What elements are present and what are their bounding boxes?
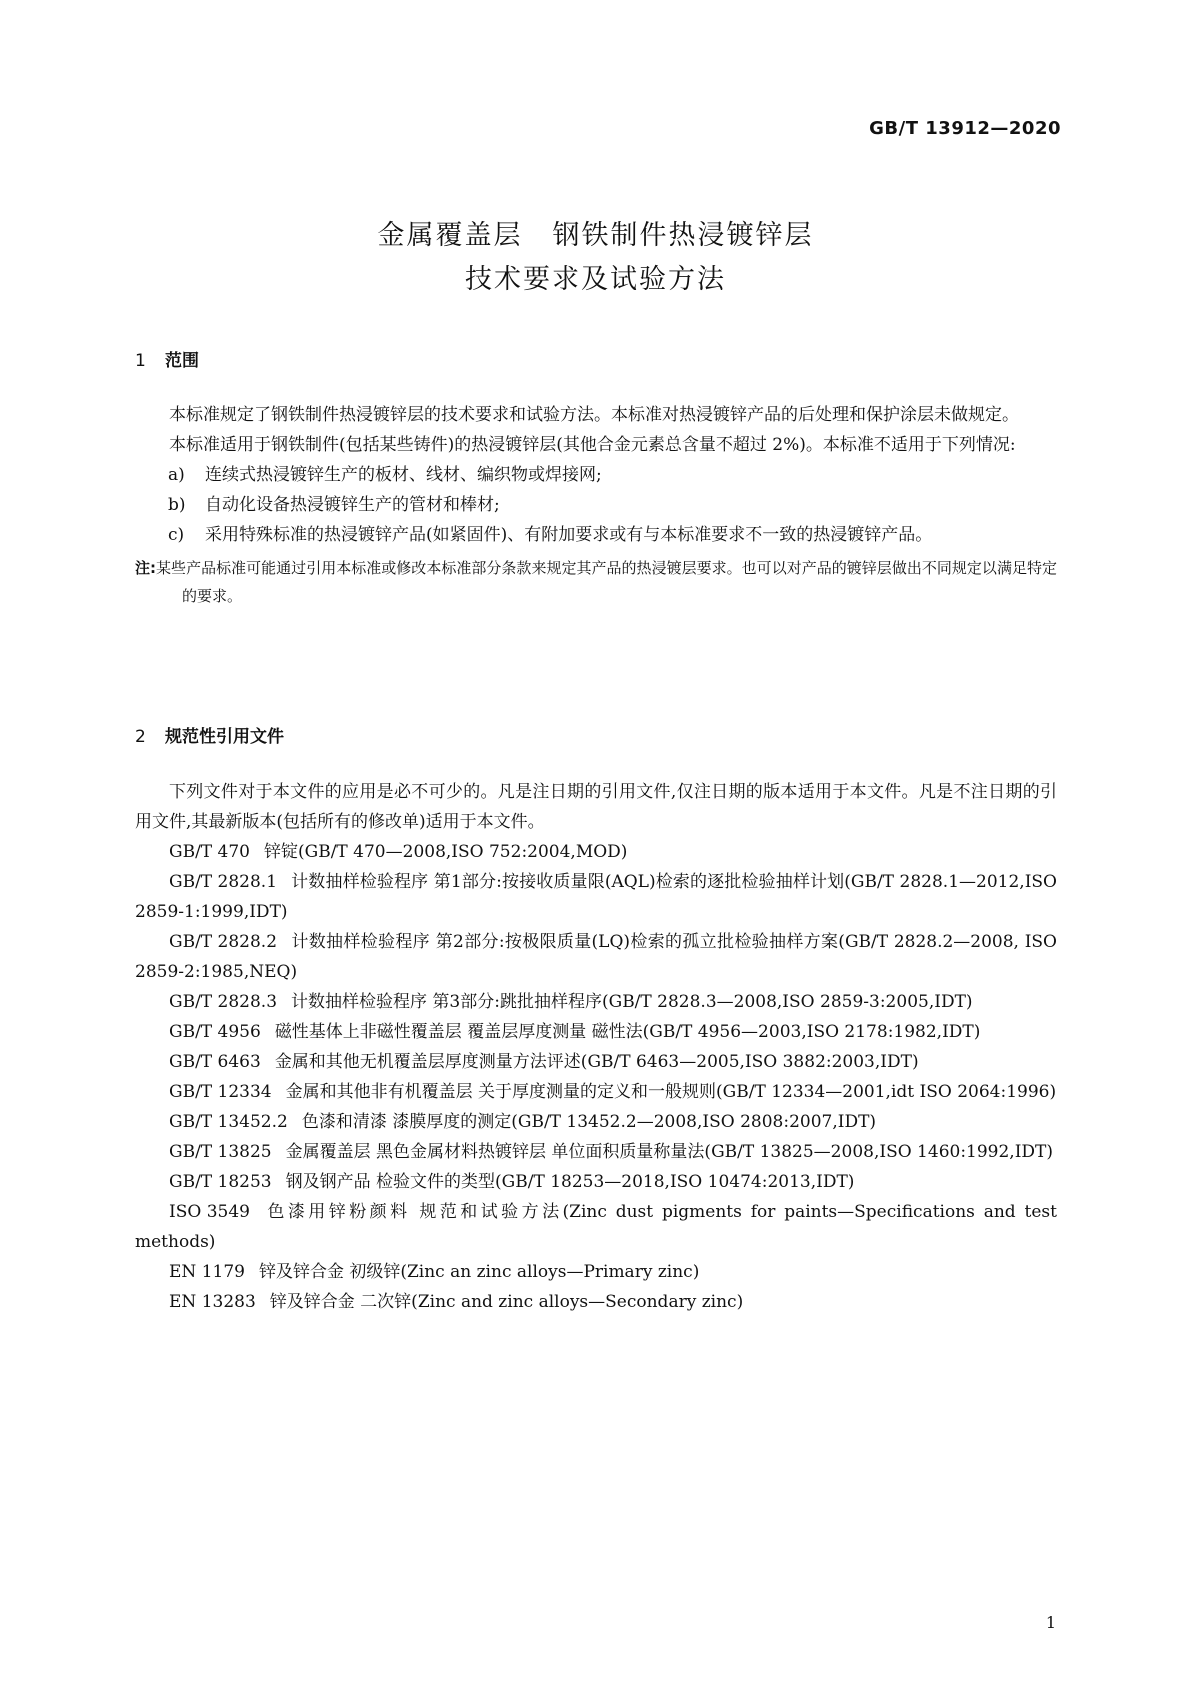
- list-item-text: 连续式热浸镀锌生产的板材、线材、编织物或焊接网;: [205, 465, 602, 485]
- reference-code: GB/T 2828.3: [169, 992, 278, 1012]
- reference-code: GB/T 2828.2: [169, 932, 278, 952]
- section-1-number: 1: [135, 351, 146, 371]
- reference-code: GB/T 13452.2: [169, 1112, 288, 1132]
- page-number: 1: [1045, 1613, 1056, 1632]
- reference-item: [135, 1137, 1057, 1167]
- reference-text: 计数抽样检验程序 第2部分:按极限质量(LQ)检索的孤立批检验抽样方案(GB/T 2828.2—2008, ISO 2859-2:1985,NEQ): [135, 932, 1057, 982]
- reference-text: 金属和其他非有机覆盖层 关于厚度测量的定义和一般规则(GB/T 12334—2001,idt ISO 2064:1996): [285, 1082, 1057, 1102]
- section-1-heading: [135, 346, 199, 371]
- list-item-label: b): [168, 495, 186, 515]
- reference-text: 锌及锌合金 初级锌(Zinc an zinc alloys—Primary zinc): [258, 1262, 700, 1282]
- reference-item: [135, 1287, 1057, 1317]
- list-item-label: c): [168, 525, 185, 545]
- title-line-2: 技术要求及试验方法: [465, 264, 726, 295]
- reference-code: GB/T 13825: [169, 1142, 272, 1162]
- reference-text: 色漆和清漆 漆膜厚度的测定(GB/T 13452.2—2008,ISO 2808:2007,IDT): [301, 1112, 877, 1132]
- section-2-heading: [135, 722, 284, 747]
- reference-item: [135, 1077, 1057, 1107]
- reference-code: GB/T 2828.1: [169, 872, 278, 892]
- section-1-paragraph-2: 本标准适用于钢铁制件(包括某些铸件)的热浸镀锌层(其他合金元素总含量不超过 2%)。本标准不适用于下列情况:: [169, 435, 1016, 455]
- reference-text: 锌及锌合金 二次锌(Zinc and zinc alloys—Secondary zinc): [269, 1292, 744, 1312]
- note-label: 注:: [135, 559, 157, 577]
- list-item: [135, 460, 1057, 490]
- reference-item: [135, 1257, 1057, 1287]
- title-line-1: [0, 214, 1191, 258]
- title-line-1-part-1: 金属覆盖层: [377, 220, 523, 251]
- reference-text: 计数抽样检验程序 第1部分:按接收质量限(AQL)检索的逐批检验抽样计划(GB/T 2828.1—2012,ISO 2859-1:1999,IDT): [135, 872, 1057, 922]
- section-2-intro: 下列文件对于本文件的应用是必不可少的。凡是注日期的引用文件,仅注日期的版本适用于本文件。凡是不注日期的引用文件,其最新版本(包括所有的修改单)适用于本文件。: [135, 782, 1057, 832]
- section-1-title: 范围: [165, 351, 199, 371]
- reference-item: [135, 1017, 1057, 1047]
- section-2-body: [135, 777, 1057, 1317]
- reference-code: EN 1179: [169, 1262, 245, 1282]
- list-item: [135, 520, 1057, 550]
- reference-text: 计数抽样检验程序 第3部分:跳批抽样程序(GB/T 2828.3—2008,ISO 2859-3:2005,IDT): [291, 992, 973, 1012]
- reference-text: 磁性基体上非磁性覆盖层 覆盖层厚度测量 磁性法(GB/T 4956—2003,ISO 2178:1982,IDT): [274, 1022, 981, 1042]
- list-item-label: a): [168, 465, 185, 485]
- reference-code: EN 13283: [169, 1292, 256, 1312]
- reference-code: GB/T 12334: [169, 1082, 272, 1102]
- section-1-body: [135, 400, 1057, 610]
- document-title: [0, 214, 1191, 302]
- reference-item: [135, 837, 1057, 867]
- reference-text: 钢及钢产品 检验文件的类型(GB/T 18253—2018,ISO 10474:2013,IDT): [285, 1172, 855, 1192]
- reference-item: [135, 1107, 1057, 1137]
- reference-code: GB/T 4956: [169, 1022, 261, 1042]
- section-2-title: 规范性引用文件: [165, 727, 284, 747]
- reference-item: [135, 867, 1057, 927]
- standard-code: GB/T 13912—2020: [869, 118, 1061, 139]
- note-text: 某些产品标准可能通过引用本标准或修改本标准部分条款来规定其产品的热浸镀层要求。也可以对产品的镀锌层做出不同规定以满足特定的要求。: [156, 559, 1057, 605]
- reference-code: ISO 3549: [169, 1202, 250, 1222]
- reference-item: [135, 1167, 1057, 1197]
- reference-item: [135, 987, 1057, 1017]
- reference-text: 金属和其他无机覆盖层厚度测量方法评述(GB/T 6463—2005,ISO 3882:2003,IDT): [274, 1052, 919, 1072]
- reference-text: 锌锭(GB/T 470—2008,ISO 752:2004,MOD): [264, 842, 628, 862]
- list-item-text: 采用特殊标准的热浸镀锌产品(如紧固件)、有附加要求或有与本标准要求不一致的热浸镀锌产品。: [205, 525, 933, 545]
- reference-item: [135, 927, 1057, 987]
- reference-item: [135, 1197, 1057, 1257]
- title-line-1-part-2: 钢铁制件热浸镀锌层: [552, 220, 814, 251]
- reference-code: GB/T 18253: [169, 1172, 272, 1192]
- note: [135, 554, 1057, 610]
- section-2-number: 2: [135, 727, 146, 747]
- reference-text: 色漆用锌粉颜料 规范和试验方法(Zinc dust pigments for paints—Specifications and test methods): [135, 1202, 1057, 1252]
- reference-code: GB/T 470: [169, 842, 250, 862]
- reference-item: [135, 1047, 1057, 1077]
- reference-code: GB/T 6463: [169, 1052, 261, 1072]
- section-1-paragraph-1: 本标准规定了钢铁制件热浸镀锌层的技术要求和试验方法。本标准对热浸镀锌产品的后处理和保护涂层未做规定。: [169, 405, 1019, 425]
- list-item: [135, 490, 1057, 520]
- reference-text: 金属覆盖层 黑色金属材料热镀锌层 单位面积质量称量法(GB/T 13825—2008,ISO 1460:1992,IDT): [285, 1142, 1054, 1162]
- list-item-text: 自动化设备热浸镀锌生产的管材和棒材;: [205, 495, 500, 515]
